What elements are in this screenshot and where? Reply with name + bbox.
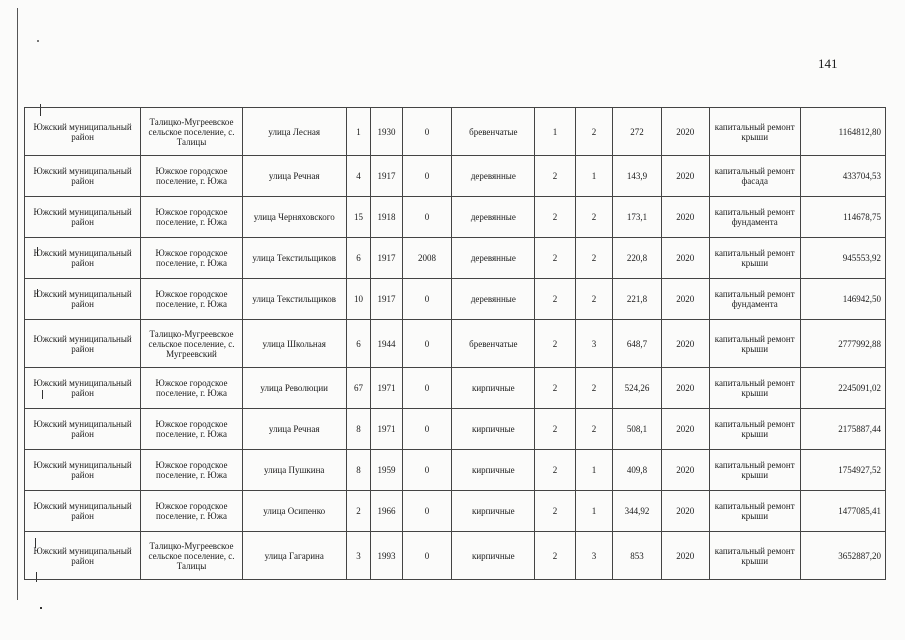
plan-year-cell: 2020 [661,197,709,238]
house-number-cell: 3 [346,532,371,580]
house-number-cell: 2 [346,491,371,532]
settlement-cell: Южское городское поселение, г. Южа [141,450,243,491]
area-cell: 648,7 [613,320,662,368]
floors-cell: 2 [575,108,612,156]
work-type-cell: капитальный ремонт крыши [709,409,800,450]
settlement-cell: Южское городское поселение, г. Южа [141,368,243,409]
year-reconstructed-cell: 0 [402,279,452,320]
plan-year-cell: 2020 [661,156,709,197]
year-built-cell: 1944 [371,320,402,368]
settlement-cell: Южское городское поселение, г. Южа [141,409,243,450]
settlement-cell: Талицко-Мугреевское сельское поселение, с. Талицы [141,108,243,156]
district-cell: Южский муниципальный район [25,450,141,491]
wall-material-cell: кирпичные [452,450,535,491]
cost-cell: 3652887,20 [800,532,885,580]
street-cell: улица Революции [242,368,346,409]
district-cell: Южский муниципальный район [25,238,141,279]
table-row [25,238,886,279]
table-row [25,450,886,491]
entrances-cell: 2 [535,532,575,580]
street-cell: улица Пушкина [242,450,346,491]
wall-material-cell: бревенчатые [452,320,535,368]
entrances-cell: 2 [535,156,575,197]
table-row [25,156,886,197]
wall-material-cell: деревянные [452,197,535,238]
work-type-cell: капитальный ремонт фундамента [709,279,800,320]
scan-dot [40,607,42,609]
year-reconstructed-cell: 0 [402,368,452,409]
plan-year-cell: 2020 [661,279,709,320]
cost-cell: 1477085,41 [800,491,885,532]
year-reconstructed-cell: 2008 [402,238,452,279]
year-built-cell: 1971 [371,409,402,450]
cost-cell: 2175887,44 [800,409,885,450]
floors-cell: 2 [575,368,612,409]
plan-year-cell: 2020 [661,532,709,580]
scan-margin-line [17,8,18,600]
year-built-cell: 1966 [371,491,402,532]
house-number-cell: 1 [346,108,371,156]
street-cell: улица Черняховского [242,197,346,238]
plan-year-cell: 2020 [661,368,709,409]
cost-cell: 2245091,02 [800,368,885,409]
floors-cell: 2 [575,279,612,320]
district-cell: Южский муниципальный район [25,108,141,156]
year-built-cell: 1917 [371,238,402,279]
table-row [25,108,886,156]
area-cell: 173,1 [613,197,662,238]
year-reconstructed-cell: 0 [402,450,452,491]
cost-cell: 433704,53 [800,156,885,197]
area-cell: 524,26 [613,368,662,409]
floors-cell: 1 [575,491,612,532]
cost-cell: 945553,92 [800,238,885,279]
street-cell: улица Речная [242,409,346,450]
area-cell: 853 [613,532,662,580]
cost-cell: 114678,75 [800,197,885,238]
street-cell: улица Осипенко [242,491,346,532]
table-row [25,368,886,409]
floors-cell: 3 [575,532,612,580]
area-cell: 143,9 [613,156,662,197]
work-type-cell: капитальный ремонт крыши [709,108,800,156]
work-type-cell: капитальный ремонт крыши [709,368,800,409]
plan-year-cell: 2020 [661,491,709,532]
cost-cell: 1754927,52 [800,450,885,491]
district-cell: Южский муниципальный район [25,532,141,580]
area-cell: 344,92 [613,491,662,532]
cost-cell: 1164812,80 [800,108,885,156]
settlement-cell: Южское городское поселение, г. Южа [141,491,243,532]
work-type-cell: капитальный ремонт крыши [709,320,800,368]
floors-cell: 1 [575,450,612,491]
table-body [25,108,886,580]
settlement-cell: Талицко-Мугреевское сельское поселение, с. Мугреевский [141,320,243,368]
entrances-cell: 2 [535,238,575,279]
district-cell: Южский муниципальный район [25,320,141,368]
wall-material-cell: деревянные [452,279,535,320]
floors-cell: 2 [575,409,612,450]
table-row [25,532,886,580]
entrances-cell: 2 [535,368,575,409]
house-number-cell: 6 [346,238,371,279]
district-cell: Южский муниципальный район [25,197,141,238]
year-reconstructed-cell: 0 [402,320,452,368]
table-row [25,320,886,368]
housing-repair-table [24,107,886,580]
floors-cell: 3 [575,320,612,368]
work-type-cell: капитальный ремонт крыши [709,491,800,532]
cost-cell: 146942,50 [800,279,885,320]
year-reconstructed-cell: 0 [402,197,452,238]
year-built-cell: 1971 [371,368,402,409]
house-number-cell: 8 [346,409,371,450]
year-built-cell: 1917 [371,279,402,320]
year-reconstructed-cell: 0 [402,491,452,532]
area-cell: 272 [613,108,662,156]
house-number-cell: 15 [346,197,371,238]
floors-cell: 2 [575,197,612,238]
entrances-cell: 2 [535,279,575,320]
year-reconstructed-cell: 0 [402,409,452,450]
street-cell: улица Текстильщиков [242,238,346,279]
house-number-cell: 67 [346,368,371,409]
year-reconstructed-cell: 0 [402,108,452,156]
wall-material-cell: кирпичные [452,368,535,409]
entrances-cell: 2 [535,450,575,491]
work-type-cell: капитальный ремонт фасада [709,156,800,197]
year-built-cell: 1959 [371,450,402,491]
plan-year-cell: 2020 [661,320,709,368]
floors-cell: 1 [575,156,612,197]
page-number: 141 [818,56,838,71]
wall-material-cell: бревенчатые [452,108,535,156]
house-number-cell: 10 [346,279,371,320]
year-built-cell: 1918 [371,197,402,238]
wall-material-cell: деревянные [452,156,535,197]
house-number-cell: 4 [346,156,371,197]
house-number-cell: 6 [346,320,371,368]
work-type-cell: капитальный ремонт фундамента [709,197,800,238]
settlement-cell: Южское городское поселение, г. Южа [141,197,243,238]
area-cell: 220,8 [613,238,662,279]
area-cell: 409,8 [613,450,662,491]
street-cell: улица Лесная [242,108,346,156]
settlement-cell: Талицко-Мугреевское сельское поселение, с. Талицы [141,532,243,580]
house-number-cell: 8 [346,450,371,491]
year-reconstructed-cell: 0 [402,156,452,197]
entrances-cell: 2 [535,197,575,238]
work-type-cell: капитальный ремонт крыши [709,532,800,580]
plan-year-cell: 2020 [661,108,709,156]
district-cell: Южский муниципальный район [25,156,141,197]
plan-year-cell: 2020 [661,409,709,450]
district-cell: Южский муниципальный район [25,279,141,320]
settlement-cell: Южское городское поселение, г. Южа [141,238,243,279]
settlement-cell: Южское городское поселение, г. Южа [141,156,243,197]
area-cell: 221,8 [613,279,662,320]
year-reconstructed-cell: 0 [402,532,452,580]
wall-material-cell: кирпичные [452,491,535,532]
street-cell: улица Текстильщиков [242,279,346,320]
scan-dot [37,40,39,42]
floors-cell: 2 [575,238,612,279]
plan-year-cell: 2020 [661,450,709,491]
cost-cell: 2777992,88 [800,320,885,368]
street-cell: улица Речная [242,156,346,197]
table-row [25,197,886,238]
year-built-cell: 1917 [371,156,402,197]
district-cell: Южский муниципальный район [25,409,141,450]
district-cell: Южский муниципальный район [25,368,141,409]
table-row [25,491,886,532]
plan-year-cell: 2020 [661,238,709,279]
work-type-cell: капитальный ремонт крыши [709,450,800,491]
wall-material-cell: кирпичные [452,532,535,580]
table-row [25,279,886,320]
wall-material-cell: деревянные [452,238,535,279]
district-cell: Южский муниципальный район [25,491,141,532]
area-cell: 508,1 [613,409,662,450]
table-row [25,409,886,450]
wall-material-cell: кирпичные [452,409,535,450]
entrances-cell: 2 [535,491,575,532]
entrances-cell: 2 [535,320,575,368]
work-type-cell: капитальный ремонт крыши [709,238,800,279]
year-built-cell: 1930 [371,108,402,156]
entrances-cell: 1 [535,108,575,156]
settlement-cell: Южское городское поселение, г. Южа [141,279,243,320]
year-built-cell: 1993 [371,532,402,580]
street-cell: улица Школьная [242,320,346,368]
street-cell: улица Гагарина [242,532,346,580]
entrances-cell: 2 [535,409,575,450]
